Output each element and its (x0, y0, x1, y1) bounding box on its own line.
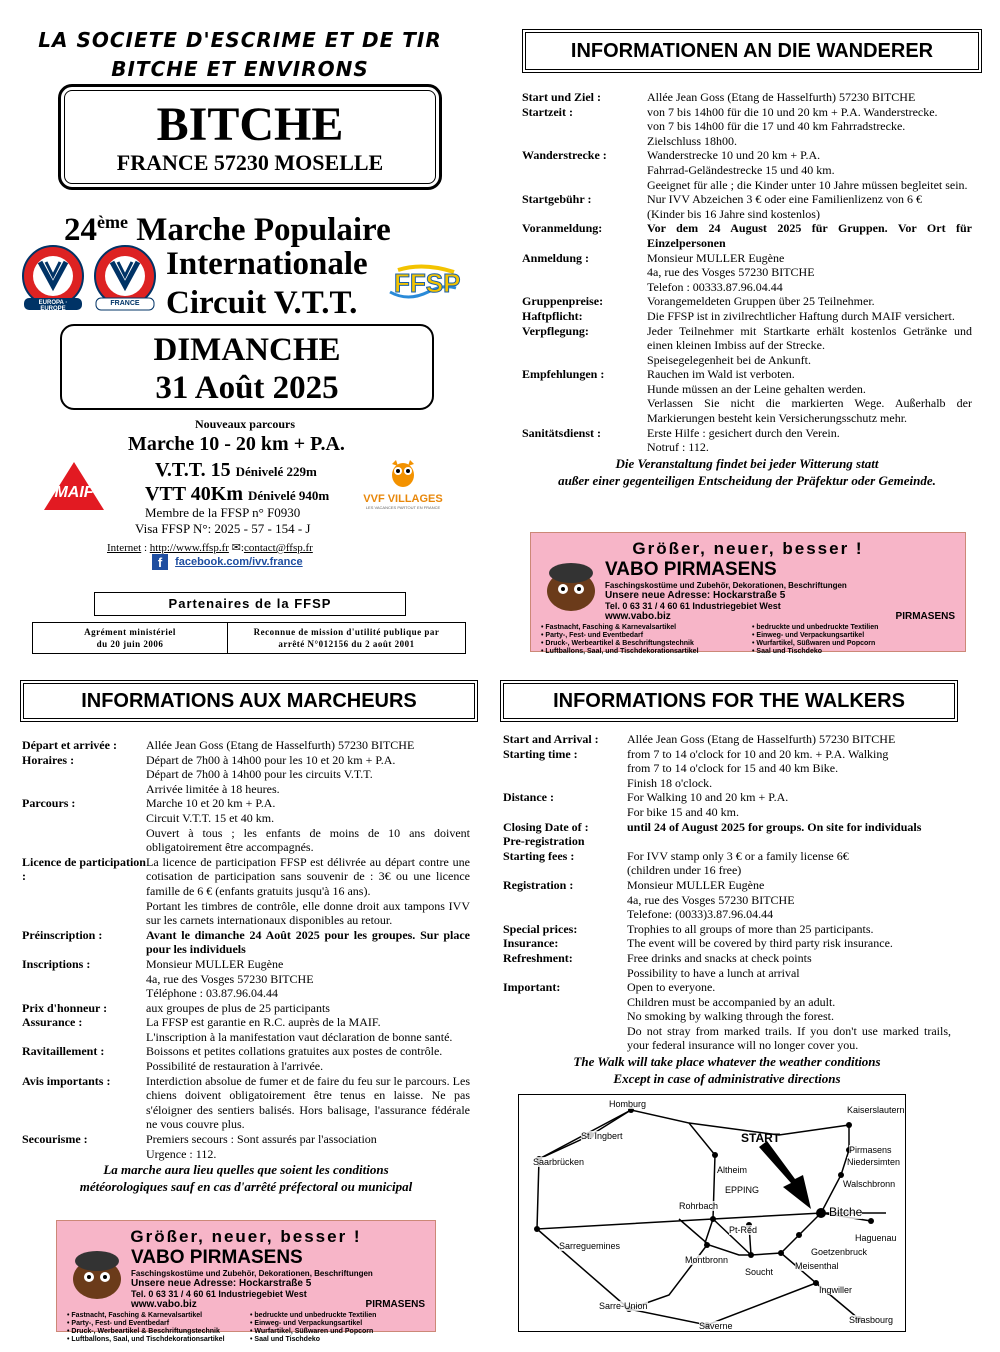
ad-brand: VABO (605, 559, 659, 580)
ad-brand: VABO (131, 1247, 185, 1268)
walkers-info-list (503, 732, 951, 1087)
row-label: Startgebühr : (522, 192, 592, 207)
row-value: Monsieur MULLER Eugène 4a, rue des Vosges 57230 BITCHE Telefon : 00333.87.96.04.44 (647, 250, 815, 294)
marcheurs-row (22, 1015, 470, 1044)
marcheurs-row (22, 855, 470, 928)
row-label: Licence de participation : (22, 854, 146, 884)
wanderer-row (522, 192, 972, 221)
row-value: Free drinks and snacks at check points Possibility to have a lunch at arrival (627, 950, 812, 980)
row-value: The event will be covered by third party risk insurance. (627, 936, 893, 951)
ad-line-3: Tel. 0 63 31 / 4 60 61 Industriegebiet West (605, 601, 781, 611)
ivv-france-badge-icon (92, 244, 158, 314)
partners-label: Partenaires de la FFSP (94, 592, 406, 616)
vtt40-label: VTT 40Km (145, 483, 243, 505)
row-label: Wanderstrecke : (522, 148, 607, 163)
event-title-2: Internationale (166, 246, 368, 282)
ad-headline: Größer, neuer, besser ! (632, 539, 864, 558)
marcheurs-info-list (22, 738, 470, 1195)
map-town-label: Goetzenbruck (811, 1247, 868, 1257)
wanderer-info-list (522, 90, 972, 489)
row-value: For Walking 10 and 20 km + P.A. For bike 15 and 40 km. (627, 790, 789, 819)
wanderer-row (522, 221, 972, 250)
row-value: Vor dem 24 August 2025 für Gruppen. Vor Ort für Einzelpersonen (647, 221, 972, 250)
ffsp-logo (388, 262, 461, 306)
ad-line-2: Unsere neue Adresse: Hockarstraße 5 (131, 1278, 312, 1289)
walkers-row (503, 747, 951, 791)
row-value: Allée Jean Goss (Etang de Hasselfurth) 57230 BITCHE (627, 732, 896, 746)
event-day: DIMANCHE (153, 332, 341, 368)
marcheurs-row (22, 796, 470, 854)
walkers-row (503, 936, 951, 951)
organizer-line-2: BITCHE ET ENVIRONS (111, 57, 369, 81)
map-town-label: Pt-Réd (729, 1225, 758, 1235)
walkers-row (503, 732, 951, 747)
row-value: from 7 to 14 o'clock for 10 and 20 km. + P.A. Walking from 7 to 14 o'clock for 15 and 40 km Bike. Finish 18 o'clock. (627, 746, 889, 790)
map-town-label: Rohrbach (679, 1201, 719, 1211)
row-value: Jeder Teilnehmer mit Startkarte erhält kostenlos Getränke und einen kleinen Imbiss auf der Strecke. Speisegelegenheit bei de Ankunft. (647, 323, 972, 367)
ad-line-1: Faschingskostüme und Zubehör, Dekorationen, Beschriftungen (131, 1269, 373, 1278)
marcheurs-row (22, 928, 470, 957)
public-utility-recognition: Reconnue de mission d'utilité publique par arrêté N°012156 du 2 août 2001 (253, 627, 440, 649)
ad-headline: Größer, neuer, besser ! (130, 1227, 362, 1246)
map-town-label: Kaiserslautern (847, 1105, 905, 1115)
vabo-ad-top (530, 532, 966, 655)
city-name: BITCHE (156, 98, 344, 151)
edition-suffix: ème (97, 212, 128, 232)
start-arrow-icon (759, 1141, 811, 1209)
marcheurs-footer-line-2: météorologiques sauf en cas d'arrêté préfectoral ou municipal (79, 1179, 413, 1195)
walkers-row (503, 820, 951, 849)
city-box (58, 84, 442, 190)
vtt15-label: V.T.T. 15 (155, 459, 231, 481)
internet-label: Internet (107, 542, 142, 554)
row-value: Monsieur MULLER Eugène 4a, rue des Vosges 57230 BITCHE Téléphone : 03.87.96.04.44 (146, 956, 314, 1001)
event-title-3: Circuit V.T.T. (166, 285, 358, 321)
ad-items-left: • Fastnacht, Fasching & Karnevalsartikel • Party-, Fest- und Eventbedarf • Druck-, Werbeartikel & Beschriftungstechnik • Luftballons, Saal, und Tischdekorationsartikel (67, 1312, 225, 1343)
row-value: Die FFSP ist in zivilrechtlicher Haftung durch MAIF versichert. (647, 308, 955, 323)
row-label: Special prices: (503, 921, 578, 936)
row-value: La FFSP est garantie en R.C. auprès de la MAIF. L'inscription à la manifestation vaut déclaration de bonne santé. (146, 1015, 453, 1044)
ad-line-1: Faschingskostüme und Zubehör, Dekorationen, Beschriftungen (605, 581, 847, 590)
ad-brand-city: PIRMASENS (663, 559, 777, 580)
row-value: Vorangemeldeten Gruppen über 25 Teilnehmer. (647, 294, 875, 309)
route-map (518, 1094, 906, 1332)
ad-items-right: • bedruckte und unbedruckte Textilien • Einweg- und Verpackungsartikel • Wurfartikel, Süßwaren und Popcorn • Saal und Tischdeko (250, 1312, 377, 1343)
date-box (60, 324, 434, 410)
vtt40-elevation: Dénivelé 940m (247, 488, 330, 503)
row-value: Premiers secours : Sont assurés par l'association Urgence : 112. (146, 1132, 377, 1161)
map-town-label: Meisenthal (795, 1261, 839, 1271)
ffsp-visa-number: Visa FFSP N°: 2025 - 57 - 154 - J (135, 521, 311, 536)
row-label: Ravitaillement : (22, 1044, 105, 1059)
row-value: Allée Jean Goss (Etang de Hasselfurth) 57230 BITCHE (647, 90, 916, 104)
row-value: Trophies to all groups of more than 25 participants. (627, 921, 874, 936)
marcheurs-row (22, 957, 470, 1001)
wanderer-row (522, 148, 972, 192)
ffsp-logo-text: FFSP (394, 268, 461, 298)
row-label: Départ et arrivée : (22, 738, 117, 752)
ad-website-city: PIRMASENS (895, 611, 955, 622)
walk-distances: Marche 10 - 20 km + P.A. (128, 433, 345, 455)
row-label: Secourisme : (22, 1132, 88, 1147)
row-label: Assurance : (22, 1015, 83, 1030)
ad-items-right: • bedruckte und unbedruckte Textilien • Einweg- und Verpackungsartikel • Wurfartikel, Süßwaren und Popcorn • Saal und Tischdeko (752, 624, 879, 655)
vabo-ad-bottom (56, 1220, 436, 1343)
row-value: Rauchen im Wald ist verboten. Hunde müssen an der Leine gehalten werden. Verlassen Sie nicht die markierten Wege. Außerhalb der Markierungen besteht kein Versicherungsschutz mehr. (647, 367, 972, 426)
row-label: Starting time : (503, 746, 578, 761)
ad-website: www.vabo.biz (605, 611, 671, 622)
map-town-label: EPPING (725, 1185, 760, 1195)
maif-logo-text: MAIF (54, 484, 94, 501)
ad-items-left: • Fastnacht, Fasching & Karnevalsartikel • Party-, Fest- und Eventbedarf • Druck-, Werbeartikel & Beschriftungstechnik • Luftballons, Saal, und Tischdekorationsartikel (541, 624, 699, 655)
row-label: Prix d'honneur : (22, 1000, 108, 1015)
ffsp-member-number: Membre de la FFSP n° F0930 (145, 505, 301, 520)
row-label: Insurance: (503, 936, 559, 951)
row-label: Préinscription : (22, 927, 103, 942)
row-value: Wanderstrecke 10 und 20 km + P.A. Fahrrad-Geländestrecke 15 und 40 km. Geeignet für alle ; die Kinder unter 10 Jahre müssen begleitet sein. (647, 148, 968, 192)
marcheurs-footer-line-1: La marche aura lieu quelles que soient les conditions (103, 1162, 389, 1178)
row-label: Refreshment: (503, 950, 573, 965)
walkers-row (503, 980, 951, 1053)
wanderer-row (522, 324, 972, 368)
marcheurs-row (22, 1001, 470, 1016)
map-town-label: Saverne (699, 1321, 733, 1331)
walkers-footer-line-2: Except in case of administrative directions (613, 1071, 841, 1087)
map-town-label: Altheim (717, 1165, 748, 1175)
row-value: Interdiction absolue de fumer et de faire du feu sur le parcours. Les chiens doivent obligatoirement être tenus en laisse. Ne pas s'éloigner des sentiers balisés. Hors balisage, l'assurance fédérale ne vous couvre plus. (146, 1073, 470, 1132)
map-town-label: Haguenau (855, 1233, 897, 1243)
row-label: Start und Ziel : (522, 90, 602, 104)
maif-logo (40, 460, 106, 512)
ad-line-2: Unsere neue Adresse: Hockarstraße 5 (605, 590, 786, 601)
walkers-row (503, 790, 951, 819)
vvf-logo-text: VVF VILLAGES (363, 493, 443, 505)
facebook-icon: f (152, 554, 168, 570)
map-town-label: Ingwiller (819, 1285, 853, 1295)
badge-europa-label: EUROPA · EUROPE (38, 300, 68, 312)
wanderer-row (522, 90, 972, 105)
ivv-europa-badge-icon (20, 244, 86, 314)
ad-website: www.vabo.biz (131, 1299, 197, 1310)
row-value: until 24 of August 2025 for groups. On site for individuals (627, 819, 922, 834)
row-value: Nur IVV Abzeichen 3 € oder eine Familienlizenz von 6 € (Kinder bis 16 Jahre sind kostenlos) (647, 192, 923, 221)
ffsp-email-link[interactable]: contact@ffsp.fr (243, 542, 313, 554)
accreditation-table (32, 622, 466, 654)
map-town-label: Niedersimten (847, 1157, 901, 1167)
map-town-label: Soucht (745, 1267, 774, 1277)
walkers-footer-line-1: The Walk will take place whatever the weather conditions (573, 1054, 881, 1070)
mascot-icon (541, 559, 605, 615)
map-town-label: Bitche (829, 1205, 863, 1219)
marcheurs-row (22, 1074, 470, 1132)
row-label: Gruppenpreise: (522, 294, 604, 309)
wanderer-section-title: INFORMATIONEN AN DIE WANDERER (522, 29, 982, 73)
ffsp-website-link[interactable]: http://www.ffsp.fr (149, 542, 229, 554)
row-label: Horaires : (22, 752, 75, 767)
wanderer-row (522, 251, 972, 295)
wanderer-footer-line-1: Die Veranstaltung findet bei jeder Witterung statt (615, 455, 879, 471)
event-date: 31 Août 2025 (155, 370, 339, 406)
row-value: For IVV stamp only 3 € or a family license 6€ (children under 16 free) (627, 848, 849, 878)
row-value: von 7 bis 14h00 für die 10 und 20 km + P.A. Wanderstrecke. von 7 bis 14h00 für die 17 und 40 km Fahrradstrecke. Zielschluss 18h00. (647, 104, 938, 148)
region-line: FRANCE 57230 MOSELLE (116, 150, 384, 175)
vvf-villages-logo (358, 458, 448, 512)
marcheurs-row (22, 738, 470, 753)
wanderer-row (522, 367, 972, 425)
marcheurs-row (22, 1132, 470, 1161)
vtt15-elevation: Dénivelé 229m (235, 464, 317, 479)
map-town-label: Homburg (609, 1099, 647, 1109)
marcheurs-row (22, 1044, 470, 1073)
walkers-row (503, 922, 951, 937)
mascot-icon (67, 1247, 131, 1303)
row-value: Allée Jean Goss (Etang de Hasselfurth) 57230 BITCHE (146, 738, 415, 752)
walkers-row (503, 878, 951, 922)
row-label: Parcours : (22, 796, 76, 811)
map-town-label: Montbronn (685, 1255, 729, 1265)
row-label: Closing Date of : Pre-registration (503, 819, 589, 849)
row-label: Empfehlungen : (522, 367, 605, 382)
envelope-icon: ✉ (231, 542, 241, 554)
map-town-label: Saarbrücken (533, 1157, 585, 1167)
row-label: Haftpflicht: (522, 308, 583, 323)
walkers-row (503, 951, 951, 980)
marcheurs-section-title: INFORMATIONS AUX MARCHEURS (20, 680, 478, 722)
row-label: Distance : (503, 790, 554, 805)
walkers-row (503, 849, 951, 878)
edition-number: 24 (64, 212, 97, 248)
row-label: Anmeldung : (522, 250, 590, 265)
new-courses-label: Nouveaux parcours (194, 417, 296, 431)
row-label: Avis importants : (22, 1073, 111, 1088)
vvf-logo-tagline: LES VACANCES PARTOUT EN FRANCE (365, 505, 441, 510)
badge-france-label: FRANCE (110, 300, 140, 307)
row-value: Open to everyone. Children must be accompanied by an adult. No smoking by walking through the forest. Do not stray from marked trails. If you don't use marked trails, your federal insurance will no longer cover you. (627, 980, 951, 1053)
ad-brand-city: PIRMASENS (189, 1247, 303, 1268)
row-value: aux groupes de plus de 25 participants (146, 1000, 330, 1015)
map-town-label: Pirmasens (849, 1145, 892, 1155)
walkers-section-title: INFORMATIONS FOR THE WALKERS (500, 680, 958, 722)
row-label: Voranmeldung: (522, 221, 603, 236)
row-label: Start and Arrival : (503, 732, 599, 746)
row-value: Boissons et petites collations gratuites aux postes de contrôle. Possibilité de restauration à l'arrivée. (146, 1044, 443, 1074)
wanderer-row (522, 309, 972, 324)
wanderer-row (522, 294, 972, 309)
row-label: Sanitätsdienst : (522, 425, 602, 440)
row-label: Startzeit : (522, 104, 573, 119)
row-value: Marche 10 et 20 km + P.A. Circuit V.T.T. 15 et 40 km. Ouvert à tous ; les enfants de moins de 10 ans doivent obligatoirement être accompagnés. (146, 796, 470, 855)
row-value: Monsieur MULLER Eugène 4a, rue des Vosges 57230 BITCHE Telefone: (0033)3.87.96.04.44 (627, 877, 795, 922)
row-label: Starting fees : (503, 848, 575, 863)
map-town-label: Sarre-Union (599, 1301, 648, 1311)
wanderer-footer-line-2: außer einer gegenteiligen Entscheidung der Präfektur oder Gemeinde. (558, 472, 936, 488)
wanderer-row (522, 426, 972, 455)
row-label: Important: (503, 980, 561, 995)
row-value: La licence de participation FFSP est délivrée au départ contre une cotisation de participation sans souvenir de : 3€ ou une licence famille de 6 € (enfants gratuits jusqu'à 16 ans). Portant les timbres de contrôle, elle donne droit aux tampons IVV sur les carnets internationaux disponibles au retour. (146, 854, 470, 928)
organizer-line-1: LA SOCIETE D'ESCRIME ET DE TIR (38, 28, 442, 52)
map-town-label: Strasbourg (849, 1315, 894, 1325)
map-town-label: Sarreguemines (559, 1241, 621, 1251)
row-value: Avant le dimanche 24 Août 2025 pour les groupes. Sur place pour les individuels (146, 927, 470, 957)
wanderer-row (522, 105, 972, 149)
map-town-label: Walschbronn (843, 1179, 896, 1189)
map-start-label: START (741, 1131, 781, 1145)
row-label: Verpflegung: (522, 323, 589, 338)
row-label: Registration : (503, 877, 574, 892)
row-value: Départ de 7h00 à 14h00 pour les 10 et 20 km + P.A. Départ de 7h00 à 14h00 pour les circuits V.T.T. Arrivée limitée à 18 heures. (146, 752, 396, 796)
facebook-link[interactable]: facebook.com/ivv.france (175, 555, 303, 568)
row-value: Erste Hilfe : gesichert durch den Verein. Notruf : 112. (647, 425, 840, 455)
ad-line-3: Tel. 0 63 31 / 4 60 61 Industriegebiet West (131, 1289, 307, 1299)
event-title-1: Marche Populaire (136, 212, 391, 248)
marcheurs-row (22, 753, 470, 797)
ministerial-approval: Agrément ministériel du 20 juin 2006 (33, 623, 228, 653)
map-town-label: St. Ingbert (581, 1131, 623, 1141)
ad-website-city: PIRMASENS (365, 1299, 425, 1310)
row-label: Inscriptions : (22, 956, 91, 971)
